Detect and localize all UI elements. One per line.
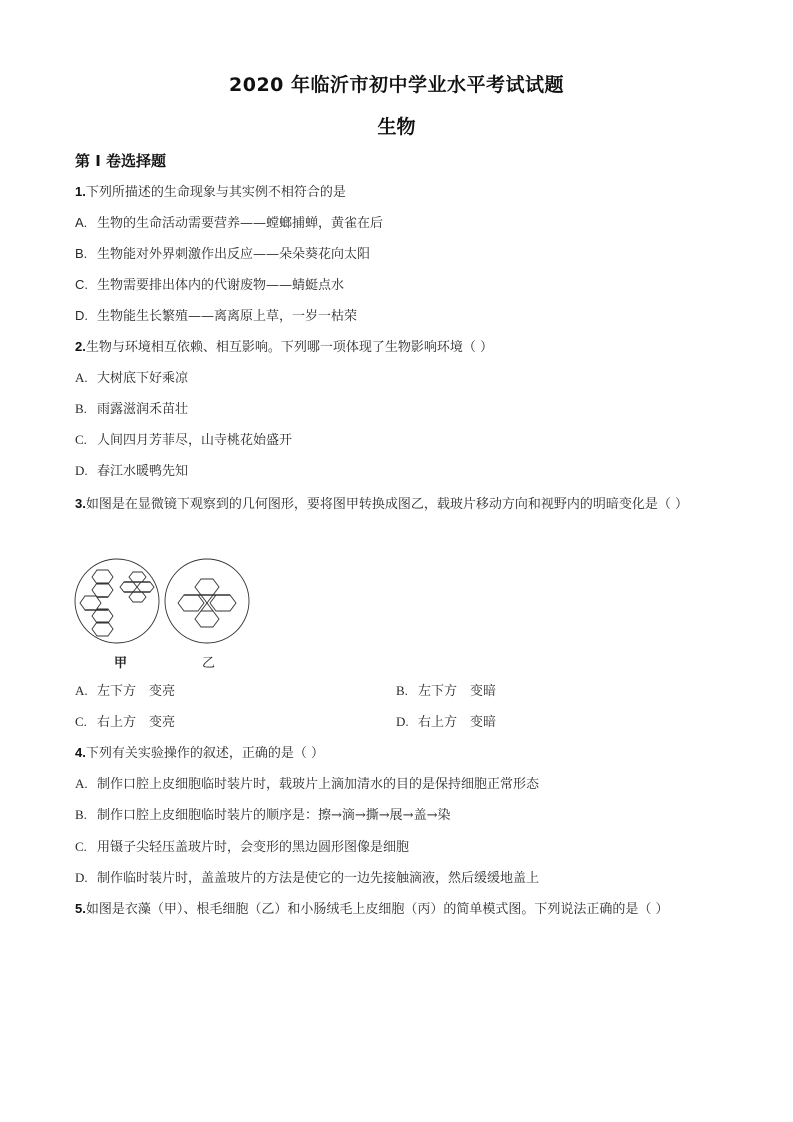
option-letter: D. [75, 308, 88, 323]
document-title: 2020 年临沂市初中学业水平考试试题 [229, 74, 564, 96]
question-1-option-a [75, 214, 383, 233]
question-number: 2. [75, 339, 86, 354]
question-5-stem [75, 900, 668, 919]
option-letter: D. [75, 463, 88, 478]
option-letter: B. [75, 807, 87, 822]
question-2-option-b [75, 400, 188, 419]
figure-label-jia: 甲 [114, 656, 128, 671]
option-text: 雨露滋润禾苗壮 [97, 402, 189, 417]
question-3-option-a [75, 682, 175, 701]
question-text: 如图是在显微镜下观察到的几何图形，要将图甲转换成图乙，载玻片移动方向和视野内的明暗变化是（ ） [85, 497, 688, 512]
question-3-stem [75, 495, 688, 514]
question-1-option-c [75, 276, 344, 295]
figure-label-yi: 乙 [202, 656, 216, 671]
option-text: 生物能对外界刺激作出反应——朵朵葵花向太阳 [97, 247, 371, 262]
option-text: 制作口腔上皮细胞临时装片的顺序是：擦→滴→撕→展→盖→染 [97, 808, 451, 823]
question-text: 下列所描述的生命现象与其实例不相符合的是 [85, 185, 346, 200]
question-1-stem [75, 183, 346, 202]
option-letter: A. [75, 683, 88, 698]
question-2-stem [75, 338, 493, 357]
option-text: 用镊子尖轻压盖玻片时，会变形的黑边圆形图像是细胞 [97, 840, 410, 855]
question-4-option-a [75, 775, 539, 794]
option-letter: A. [75, 370, 88, 385]
question-number: 3. [75, 496, 86, 511]
microscope-fields-illustration [70, 555, 260, 650]
field-jia [75, 559, 159, 643]
field-yi [165, 559, 249, 643]
option-letter: D. [396, 714, 409, 729]
document-subject: 生物 [377, 116, 416, 138]
question-number: 1. [75, 184, 86, 199]
question-2-option-d [75, 462, 188, 481]
option-text: 制作临时装片时，盖盖玻片的方法是使它的一边先接触滴液，然后缓缓地盖上 [97, 871, 540, 886]
option-letter: D. [75, 870, 88, 885]
option-text: 生物的生命活动需要营养——螳螂捕蝉，黄雀在后 [97, 216, 384, 231]
option-letter: C. [75, 839, 87, 854]
question-text: 生物与环境相互依赖、相互影响。下列哪一项体现了生物影响环境（ ） [85, 340, 493, 355]
section-heading: 第 I 卷选择题 [75, 152, 167, 170]
option-text: 大树底下好乘凉 [97, 371, 189, 386]
option-letter: B. [75, 401, 87, 416]
option-text: 左下方 变暗 [418, 684, 497, 699]
option-text: 右上方 变亮 [97, 715, 176, 730]
question-number: 5. [75, 901, 86, 916]
question-4-option-d [75, 869, 539, 888]
question-4-stem [75, 744, 324, 763]
option-text: 春江水暖鸭先知 [97, 464, 189, 479]
option-letter: B. [75, 246, 88, 261]
option-text: 左下方 变亮 [97, 684, 176, 699]
question-1-option-b [75, 245, 370, 264]
option-text: 生物能生长繁殖——离离原上草，一岁一枯荣 [97, 309, 358, 324]
question-3-option-c [75, 713, 175, 732]
question-number: 4. [75, 745, 86, 760]
option-letter: C. [75, 714, 87, 729]
option-text: 制作口腔上皮细胞临时装片时，载玻片上滴加清水的目的是保持细胞正常形态 [97, 777, 540, 792]
option-text: 生物需要排出体内的代谢废物——蜻蜓点水 [97, 278, 345, 293]
question-text: 如图是衣藻（甲）、根毛细胞（乙）和小肠绒毛上皮细胞（丙）的简单模式图。下列说法正确的是（ ） [85, 902, 669, 917]
option-text: 右上方 变暗 [418, 715, 497, 730]
question-3-option-b [396, 682, 496, 701]
option-letter: C. [75, 277, 88, 292]
question-text: 下列有关实验操作的叙述，正确的是（ ） [85, 746, 324, 761]
option-letter: A. [75, 215, 88, 230]
option-text: 人间四月芳菲尽，山寺桃花始盛开 [97, 433, 293, 448]
question-4-option-b [75, 806, 450, 825]
option-letter: B. [396, 683, 408, 698]
question-3-option-d [396, 713, 496, 732]
microscope-figure [70, 555, 260, 670]
question-4-option-c [75, 838, 409, 857]
option-letter: A. [75, 776, 88, 791]
option-letter: C. [75, 432, 87, 447]
question-1-option-d [75, 307, 357, 326]
question-2-option-c [75, 431, 292, 450]
question-2-option-a [75, 369, 188, 388]
